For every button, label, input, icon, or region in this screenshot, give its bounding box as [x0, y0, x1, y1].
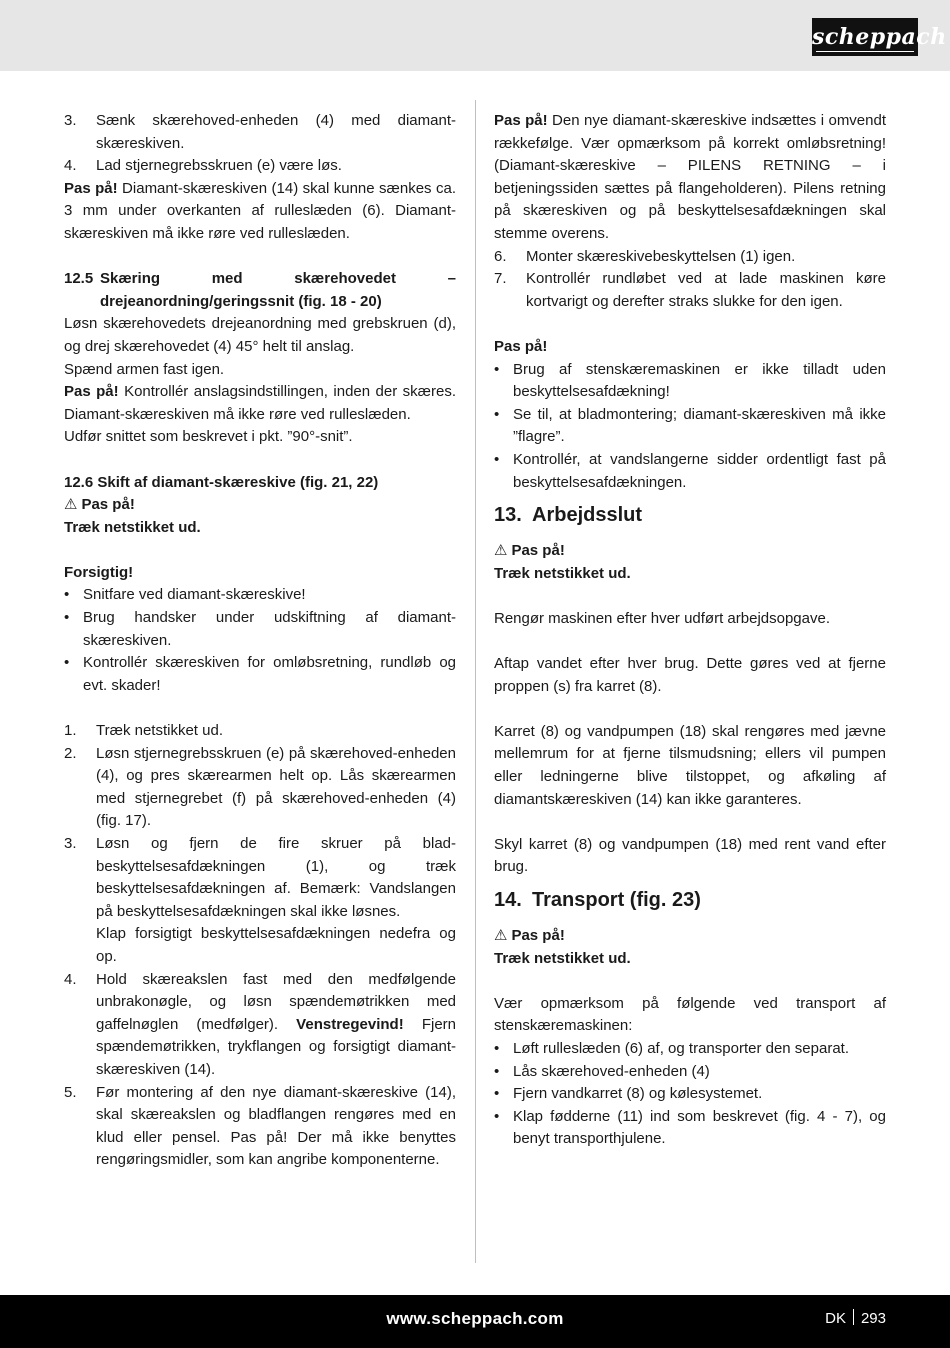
paragraph: Karret (8) og vandpumpen (18) skal rengøres med jævne mellemrum for at fjerne tilsmudsning; ellers vil pumpen eller ledningerne blive tilstoppet, og afkøling af diamantskæreskiven (14) kan ikke garanteres.: [494, 722, 886, 808]
section-heading-14: 14. Transport (fig. 23): [494, 889, 701, 911]
footer-bar: [0, 1295, 950, 1348]
list-item: 4. Hold skæreakslen fast med den medfølgende unbrakonøgle, og løsn spændemøtrikken med gaffelnøglen (medfølger). Venstregevind! Fjern spændemøtrikken, trykflangen og forsigtigt diamant-skæreskiven (14).: [64, 970, 456, 1078]
column-divider: [475, 100, 476, 1263]
list-item: • Brug handsker under udskiftning af diamant-skæreskiven.: [64, 609, 456, 649]
paragraph: Pas på! Den nye diamant-skæreskive indsættes i omvendt rækkefølge. Vær opmærksom på korrekt omløbsretning! (Diamant-skæreskive – PILENS RETNING – i betjeningssiden sættes på flangeholderen). Pilens retning på skæreskiven og på beskyttelsesafdækningen skal stemme overens.: [494, 112, 887, 242]
language-code: DK: [825, 1310, 846, 1327]
paragraph: Pas på! Diamant-skæreskiven (14) skal kunne sænkes ca. 3 mm under overkanten af rulleslæden (6). Diamant-skæreskiven må ikke røre ved rulleslæden.: [64, 179, 457, 242]
warning-triangle-icon: ⚠: [494, 542, 508, 560]
page-indicator: [825, 1295, 886, 1343]
warning-text: Træk netstikket ud.: [494, 949, 631, 967]
list-item: 1. Træk netstikket ud.: [64, 722, 223, 740]
section-heading-13: 13. Arbejdsslut: [494, 504, 643, 527]
list-item: • Løft rulleslæden (6) af, og transporter den separat.: [494, 1039, 850, 1057]
right-column: [494, 110, 886, 1151]
list-item: • Kontrollér skæreskiven for omløbsretning, rundløb og evt. skader!: [64, 654, 456, 694]
list-item: 3. Sænk skærehoved-enheden (4) med diamant-skæreskiven.: [64, 112, 456, 152]
scheppach-logo: scheppach: [812, 18, 918, 56]
header-band: [0, 0, 950, 71]
list-item: 7. Kontrollér rundløbet ved at lade maskinen køre kortvarigt og derefter straks slukke for den igen.: [494, 270, 886, 310]
section-heading-12-5: 12.5 Skæring med skærehovedet – drejeanordning/geringssnit (fig. 18 - 20): [64, 270, 456, 310]
list-item: • Snitfare ved diamant-skæreskive!: [64, 586, 306, 604]
warning-text: Træk netstikket ud.: [64, 518, 201, 536]
list-item: 4. Lad stjernegrebsskruen (e) være løs.: [64, 157, 342, 175]
caution-title: Forsigtig!: [64, 563, 134, 581]
warning-line: ⚠ Pas på!: [494, 925, 886, 948]
list-item: • Se til, at bladmontering; diamant-skæreskiven må ikke ”flagre”.: [494, 405, 886, 446]
section-heading-12-6: 12.6 Skift af diamant-skæreskive (fig. 21, 22): [64, 473, 379, 491]
list-item: • Klap fødderne (11) ind som beskrevet (fig. 4 - 7), og benyt transporthjulene.: [494, 1107, 886, 1148]
paragraph: Skyl karret (8) og vandpumpen (18) med rent vand efter brug.: [494, 835, 886, 876]
divider: [853, 1309, 854, 1325]
list-item: • Lås skærehoved-enheden (4): [494, 1062, 710, 1080]
warning-text: Træk netstikket ud.: [494, 564, 631, 582]
paragraph: Spænd armen fast igen.: [64, 360, 225, 378]
list-item: • Kontrollér, at vandslangerne sidder ordentligt fast på beskyttelsesafdækningen.: [494, 450, 886, 491]
website-link[interactable]: www.scheppach.com: [386, 1309, 564, 1328]
warning-triangle-icon: ⚠: [494, 927, 508, 944]
paragraph: Aftap vandet efter hver brug. Dette gøres ved at fjerne proppen (s) fra karret (8).: [494, 655, 886, 695]
warning-title: Pas på!: [494, 337, 548, 355]
list-item: 6. Monter skæreskivebeskyttelsen (1) igen.: [494, 247, 796, 265]
list-item: 2. Løsn stjernegrebsskruen (e) på skærehoved-enheden (4), og pres skærearmen helt op. Lås skærearmen med stjernegrebet (f) på skærehoved-enheden (4) (fig. 17).: [64, 744, 456, 830]
page-number: 293: [860, 1310, 886, 1327]
paragraph: Løsn skærehovedets drejeanordning med grebskruen (d), og drej skærehovedet (4) 45° helt til anslag.: [64, 315, 456, 355]
paragraph: Vær opmærksom på følgende ved transport af stenskæremaskinen:: [494, 994, 886, 1035]
left-column: [64, 110, 456, 1172]
list-item: 3. Løsn og fjern de fire skruer på blad-beskyttelsesafdækningen (1), og træk beskyttelsesafdækningen af. Bemærk: Vandslangen på beskyttelsesafdækningen skal ikke løsnes. Klap forsigtigt beskyttelsesafdækningen nedefra og op.: [64, 835, 456, 965]
list-item: 5. Før montering af den nye diamant-skæreskive (14), skal skæreakslen og bladflangen rengøres med en klud eller pensel. Pas på! Der må ikke benyttes rengøringsmidler, som kan angribe komponenterne.: [64, 1083, 456, 1169]
list-item: • Fjern vandkarret (8) og kølesystemet.: [494, 1085, 763, 1103]
paragraph: Rengør maskinen efter hver udført arbejdsopgave.: [494, 609, 830, 627]
warning-line: ⚠ Pas på!: [64, 494, 456, 517]
warning-triangle-icon: ⚠: [64, 496, 78, 514]
list-item: • Brug af stenskæremaskinen er ikke tilladt uden beskyttelsesafdækning!: [494, 360, 886, 401]
paragraph: Udfør snittet som beskrevet i pkt. ”90°-snit”.: [64, 428, 353, 446]
paragraph: Pas på! Kontrollér anslagsindstillingen, inden der skæres. Diamant-skæreskiven må ikke røre ved rulleslæden.: [64, 383, 457, 423]
warning-line: ⚠ Pas på!: [494, 540, 886, 563]
